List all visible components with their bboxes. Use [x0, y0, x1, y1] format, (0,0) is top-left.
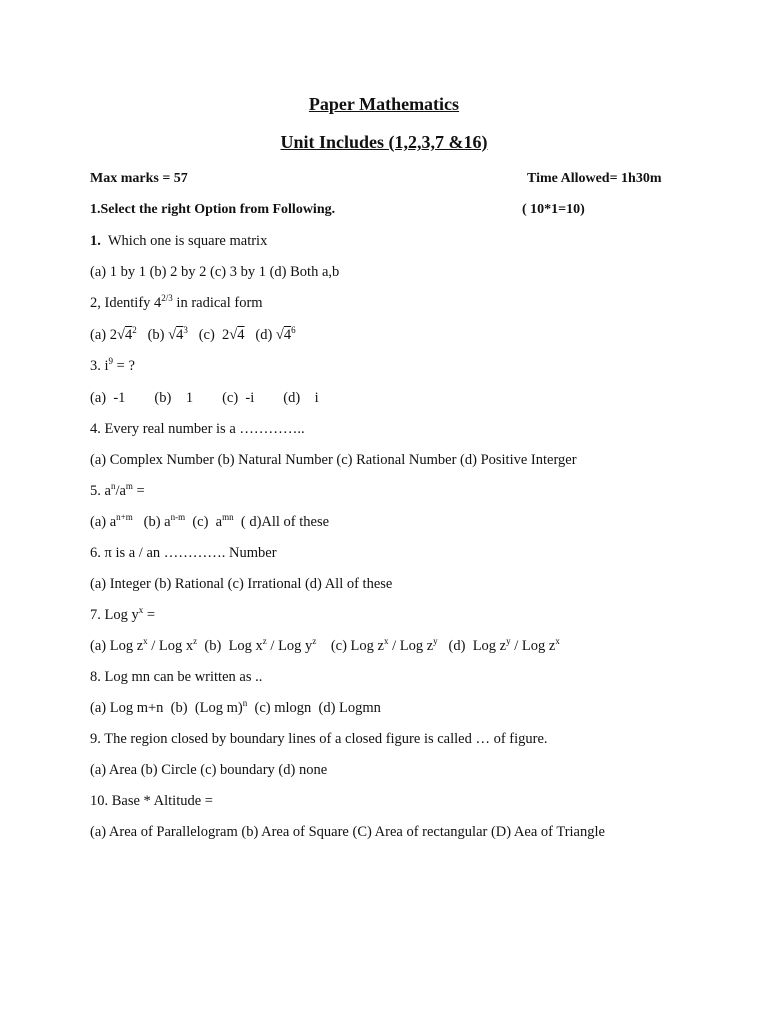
q5-opt-a-exp: n+m — [116, 512, 133, 522]
question-4-options: (a) Complex Number (b) Natural Number (c) Rational Number (d) Positive Interger — [90, 452, 577, 468]
q5-exp-m: m — [125, 481, 133, 491]
q2-opt-d-radicand: 4 — [283, 327, 292, 343]
section-marks: ( 10*1=10) — [522, 202, 585, 217]
question-6: 6. π is a / an …………. Number — [90, 545, 277, 561]
q2-text-post: in radical form — [172, 295, 263, 311]
question-10-options: (a) Area of Parallelogram (b) Area of Square (C) Area of rectangular (D) Aea of Triangle — [90, 824, 605, 840]
q3-exponent: 9 — [108, 356, 114, 366]
q8-opt-cd: (c) mlogn (d) Logmn — [247, 700, 381, 716]
q2-opt-c: (c) 2√ — [187, 327, 238, 343]
time-allowed: Time Allowed= 1h30m — [527, 171, 662, 186]
question-4: 4. Every real number is a ………….. — [90, 421, 305, 437]
question-1-options: (a) 1 by 1 (b) 2 by 2 (c) 3 by 1 (d) Both a,b — [90, 264, 340, 280]
question-8-options — [90, 700, 381, 717]
q7-opt-term: / Log z — [510, 638, 556, 654]
q2-opt-a: (a) 2√ — [90, 327, 125, 343]
q7-opt-exp: x — [383, 636, 389, 646]
q2-opt-d: (d) √ — [244, 327, 284, 343]
q7-opt-term: (d) Log z — [437, 638, 507, 654]
question-3-options: (a) -1 (b) 1 (c) -i (d) i — [90, 390, 319, 406]
q7-opt-term: / Log z — [388, 638, 434, 654]
page-title: Paper Mathematics — [308, 94, 460, 114]
q3-text-pre: 3. i — [90, 358, 109, 374]
q8-opt-b-exp: n — [242, 698, 248, 708]
q7-opt-exp: z — [262, 636, 267, 646]
q2-opt-a-radicand: 4 — [124, 327, 133, 343]
q7-opt-exp: z — [312, 636, 317, 646]
q5-opt-c: (c) a — [185, 514, 223, 530]
q2-opt-a-exp: 2 — [132, 325, 137, 335]
unit-heading: Unit Includes (1,2,3,7 &16) — [280, 132, 488, 152]
question-2-options — [90, 327, 296, 344]
q5-equals: = — [132, 483, 145, 499]
question-9-options: (a) Area (b) Circle (c) boundary (d) none — [90, 762, 328, 778]
q5-opt-b-exp: n-m — [170, 512, 186, 522]
max-marks: Max marks = 57 — [90, 171, 188, 186]
q5-base-a: 5. a — [90, 483, 111, 499]
q7-opt-term: (a) Log z — [90, 638, 144, 654]
question-number: 1. — [90, 233, 101, 249]
q7-opt-term: (c) Log z — [316, 638, 384, 654]
question-9: 9. The region closed by boundary lines of a closed figure is called … of figure. — [90, 731, 548, 747]
q2-exponent: 2/3 — [161, 293, 173, 303]
q7-text: 7. Log y — [90, 607, 139, 623]
question-10: 10. Base * Altitude = — [90, 793, 213, 809]
section-instruction: 1.Select the right Option from Following. — [90, 202, 336, 217]
question-5 — [90, 483, 145, 500]
q7-opt-exp: y — [506, 636, 511, 646]
q5-base-b: /a — [115, 483, 126, 499]
q2-opt-c-radicand: 4 — [237, 327, 245, 343]
q7-opt-exp: x — [555, 636, 560, 646]
question-2 — [90, 295, 263, 312]
q5-opt-a: (a) a — [90, 514, 117, 530]
q5-opt-b: (b) a — [132, 514, 171, 530]
question-text: Which one is square matrix — [107, 233, 268, 249]
q2-opt-b-radicand: 4 — [176, 327, 184, 343]
q7-exponent: x — [138, 605, 144, 615]
q7-opt-exp: x — [143, 636, 148, 646]
question-5-options — [90, 514, 329, 531]
q2-opt-b-exp: 3 — [183, 325, 188, 335]
q5-opt-d: ( d)All of these — [233, 514, 330, 530]
q7-opt-term: / Log y — [266, 638, 313, 654]
q2-opt-d-exp: 6 — [291, 325, 296, 335]
q5-exp-n: n — [110, 481, 116, 491]
q5-opt-c-exp: mn — [222, 512, 234, 522]
question-7-options — [90, 638, 560, 655]
q2-text-pre: 2, Identify 4 — [90, 295, 162, 311]
question-3 — [90, 358, 135, 375]
question-8: 8. Log mn can be written as .. — [90, 669, 263, 685]
q7-equals: = — [143, 607, 156, 623]
question-1 — [90, 233, 267, 250]
q7-opt-term: / Log x — [147, 638, 194, 654]
question-7 — [90, 607, 155, 624]
q3-text-post: = ? — [113, 358, 135, 374]
q7-opt-term: (b) Log x — [197, 638, 263, 654]
q8-opt-ab: (a) Log m+n (b) (Log m) — [90, 700, 243, 716]
q2-opt-b: (b) √ — [136, 327, 177, 343]
question-6-options: (a) Integer (b) Rational (c) Irrational (d) All of these — [90, 576, 393, 592]
q7-opt-exp: z — [193, 636, 198, 646]
q7-opt-exp: y — [433, 636, 438, 646]
